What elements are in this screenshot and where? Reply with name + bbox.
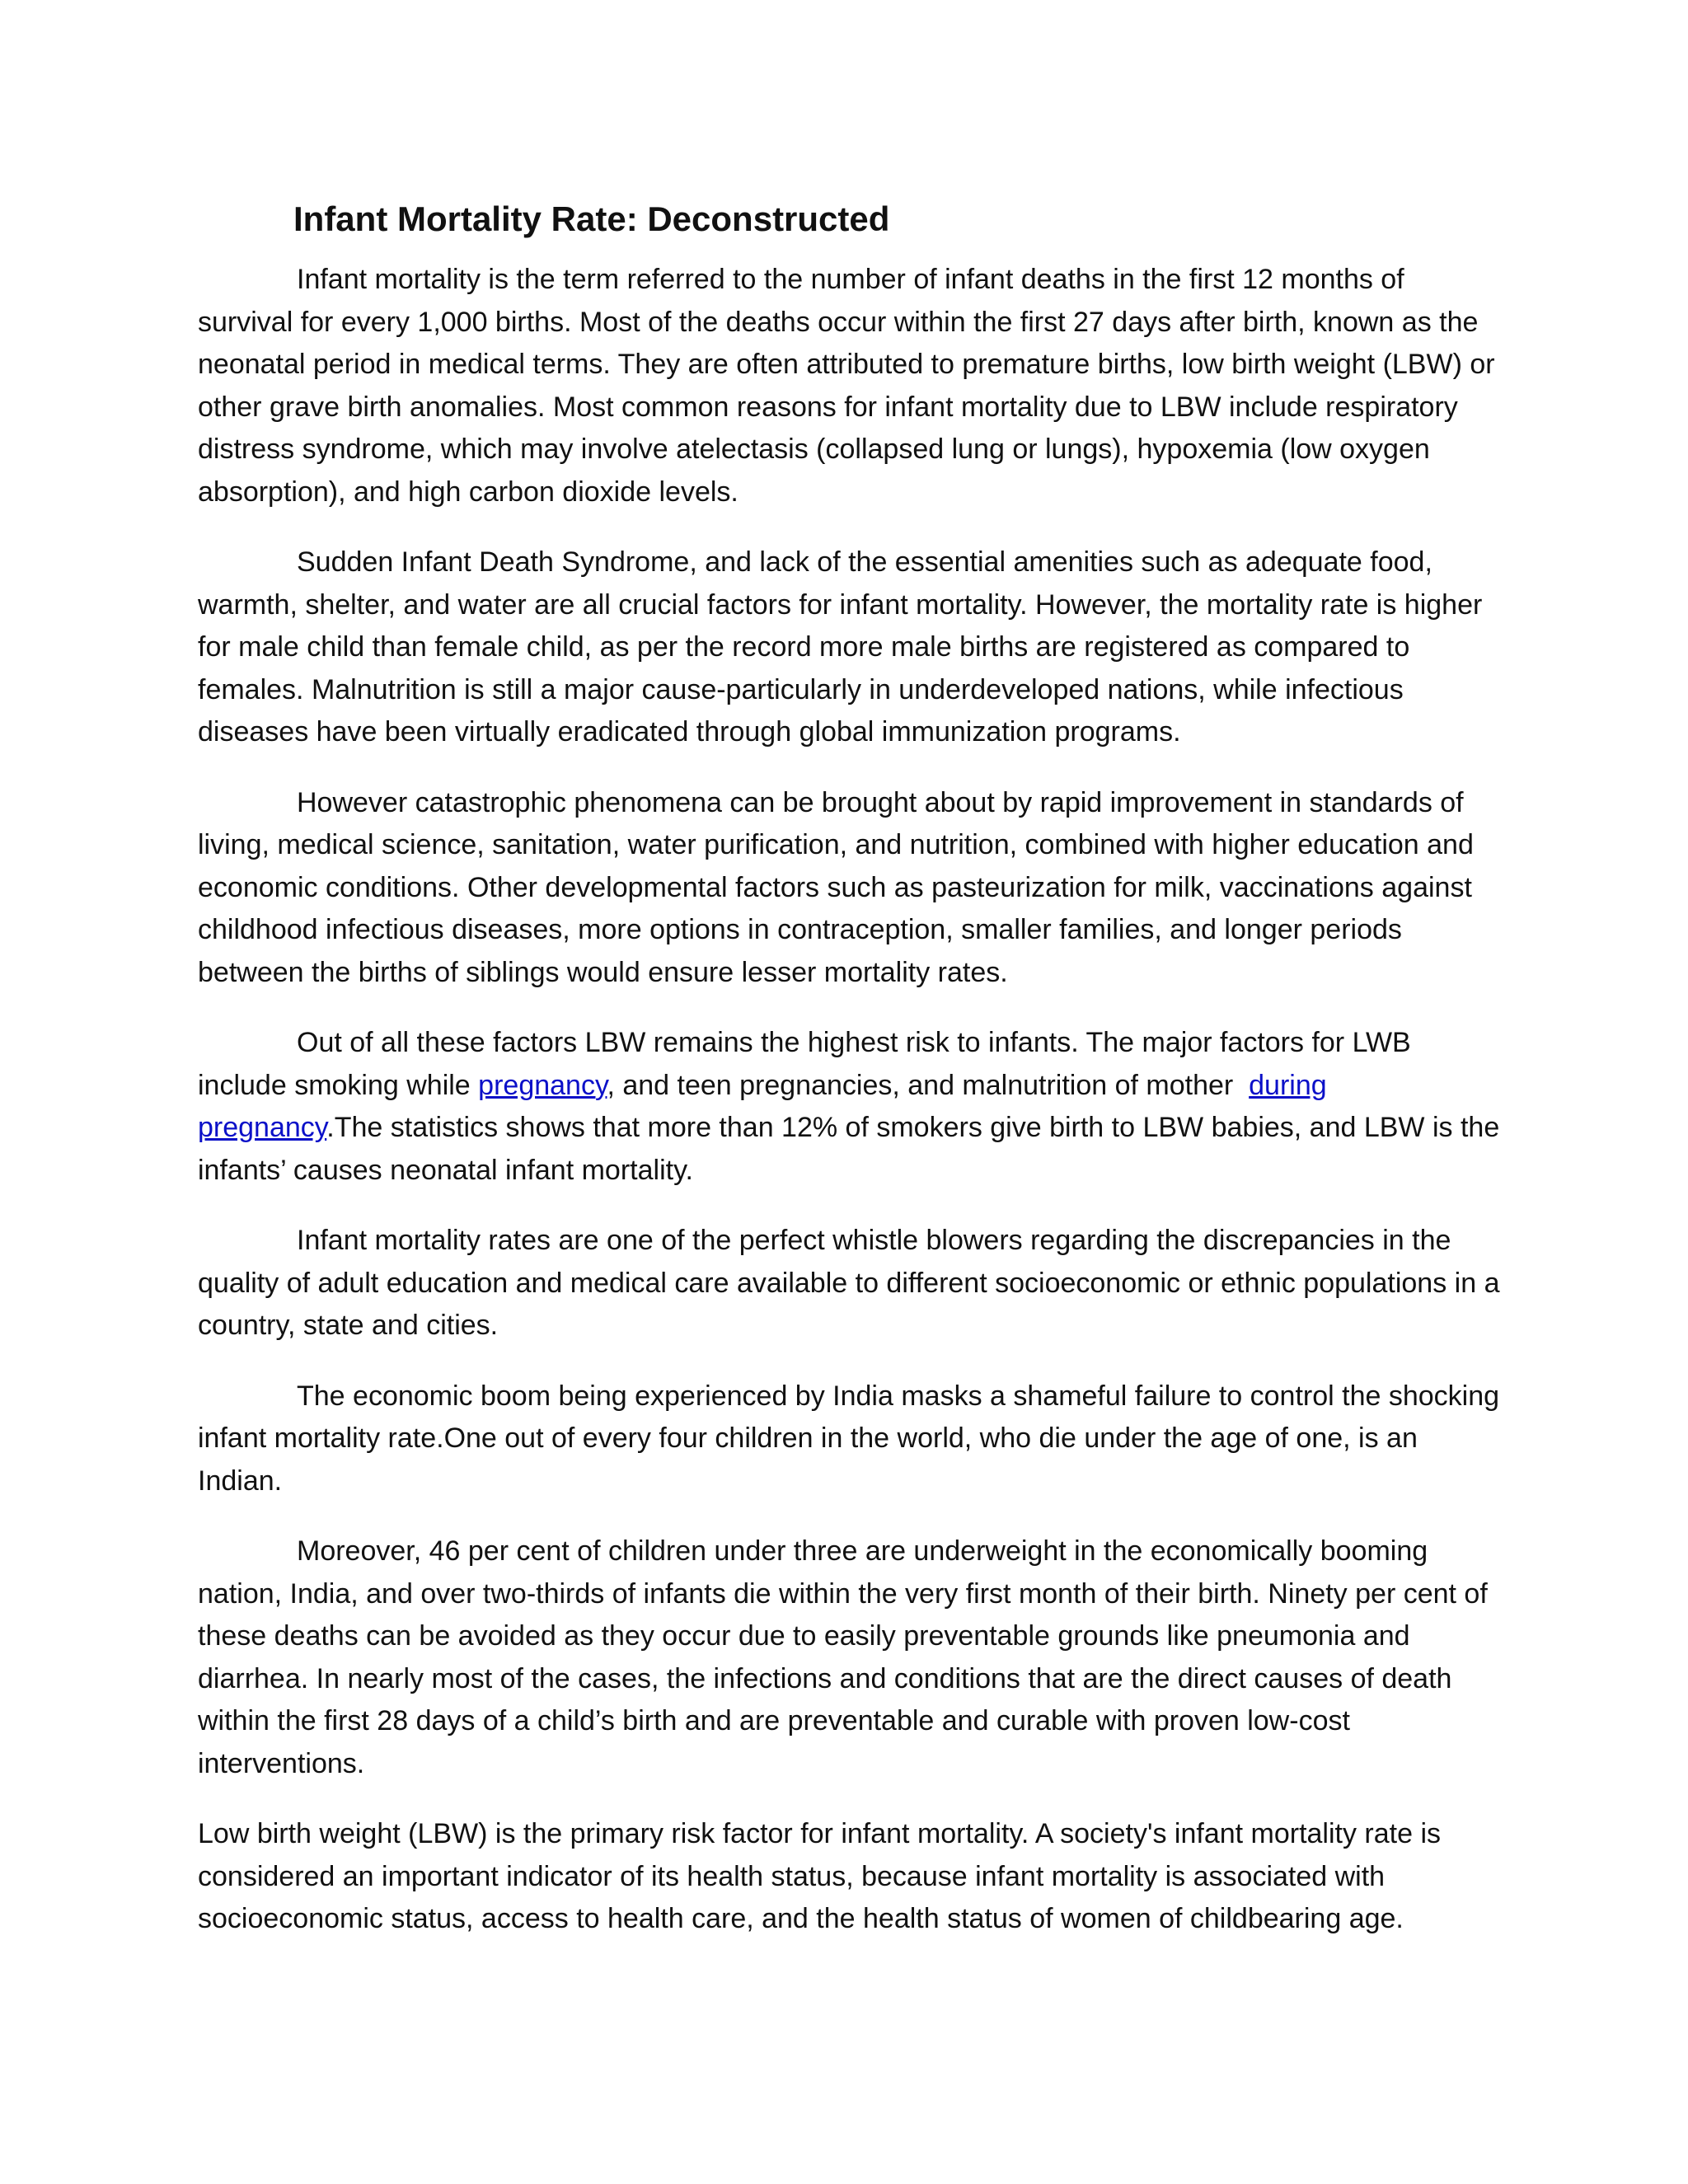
paragraph-factors: Sudden Infant Death Syndrome, and lack of the essential amenities such as adequate food, warmth, shelter, and water are all crucial factors for infant mortality. However, the mortality rate is higher for male child than female child, as per the record more male births are registered as compared to females. Malnutrition is still a major cause-particularly in underdeveloped nations, while infectious diseases have been virtually eradicated through global immunization programs. — [198, 546, 1483, 748]
paragraph-conclusion: Low birth weight (LBW) is the primary risk factor for infant mortality. A society's infant mortality rate is considered an important indicator of its health status, because infant mortality is associated with socioeconomic status, access to health care, and the health status of women of childbearing age. — [198, 1818, 1442, 1934]
paragraph-lbw-text-c: .The statistics shows that more than 12% of smokers give birth to LBW babies, and LBW is the infants’ causes neonatal infant mortality. — [198, 1112, 1500, 1186]
paragraph-definition: Infant mortality is the term referred to the number of infant deaths in the first 12 months of survival for every 1,000 births. Most of the deaths occur within the first 27 days after birth, known as the neonatal period in medical terms. They are often attributed to premature births, low birth weight (LBW) or other grave birth anomalies. Most common reasons for infant mortality due to LBW include respiratory distress syndrome, which may involve atelectasis (collapsed lung or lungs), hypoxemia (low oxygen absorption), and high carbon dioxide levels. — [198, 264, 1495, 508]
paragraph-indicator: Infant mortality rates are one of the perfect whistle blowers regarding the discrepancies in the quality of adult education and medical care available to different socioeconomic or ethnic populations in a country, state and cities. — [198, 1225, 1500, 1341]
paragraph-improvements: However catastrophic phenomena can be brought about by rapid improvement in standards of living, medical science, sanitation, water purification, and nutrition, combined with higher education and economic conditions. Other developmental factors such as pasteurization for milk, vaccinations against childhood infectious diseases, more options in contraception, smaller families, and longer periods between the births of siblings would ensure lesser mortality rates. — [198, 786, 1474, 988]
paragraph-india: The economic boom being experienced by India masks a shameful failure to control the shocking infant mortality rate.One out of every four children in the world, who die under the age of one, is an Indian. — [198, 1380, 1500, 1497]
paragraph-lbw-text-b: , and teen pregnancies, and malnutrition of mother — [607, 1069, 1250, 1101]
document-body — [198, 198, 1500, 1969]
document-title: Infant Mortality Rate: Deconstructed — [293, 199, 890, 238]
paragraph-underweight: Moreover, 46 per cent of children under three are underweight in the economically booming nation, India, and over two-thirds of infants die within the very first month of their birth. Ninety per cent of these deaths can be avoided as they occur due to easily preventable grounds like pneumonia and diarrhea. In nearly most of the cases, the infections and conditions that are the direct causes of death within the first 28 days of a child’s birth and are preventable and curable with proven low-cost interventions. — [198, 1535, 1488, 1779]
paragraph-lbw-risk — [198, 1022, 1500, 1192]
pregnancy-link[interactable]: pregnancy — [478, 1069, 607, 1101]
paragraph-lbw-text-a: Out of all these factors LBW remains the highest risk to infants. The major factors for LWB include smoking while — [198, 1027, 1411, 1101]
during-pregnancy-link[interactable]: during pregnancy — [198, 1069, 1327, 1143]
